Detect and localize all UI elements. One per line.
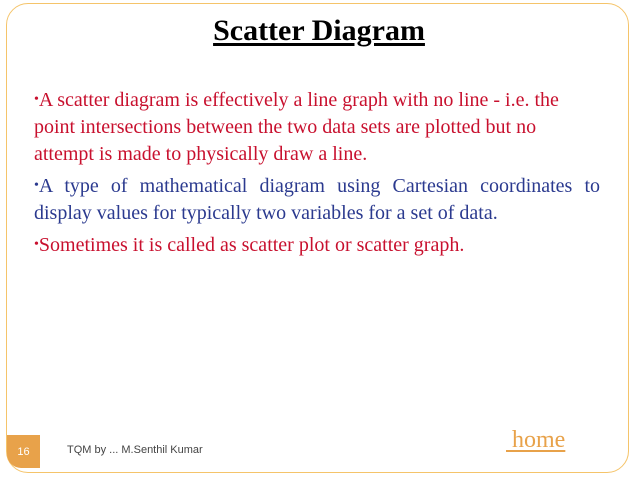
bullet-marker: • [34,92,39,107]
home-link[interactable]: home [506,427,566,453]
bullet-item-3 [34,231,600,259]
bullet-item-2 [34,172,600,227]
bullet-text: A scatter diagram is effectively a line graph with no line - i.e. the point intersections between the two data sets are plotted but no attempt is made to physically draw a line. [34,89,559,165]
footer-credit: TQM by ... M.Senthil Kumar [67,444,203,456]
bullet-marker: • [34,237,39,252]
bullet-text: Sometimes it is called as scatter plot or scatter graph. [38,234,465,256]
bullet-list [34,86,600,263]
page-number: 16 [7,435,40,468]
slide-title: Scatter Diagram [213,14,425,47]
bullet-text: A type of mathematical diagram using Cartesian coordinates to display values for typically two variables for a set of data. [34,175,600,224]
bullet-item-1 [34,86,600,168]
bullet-marker: • [34,178,39,193]
